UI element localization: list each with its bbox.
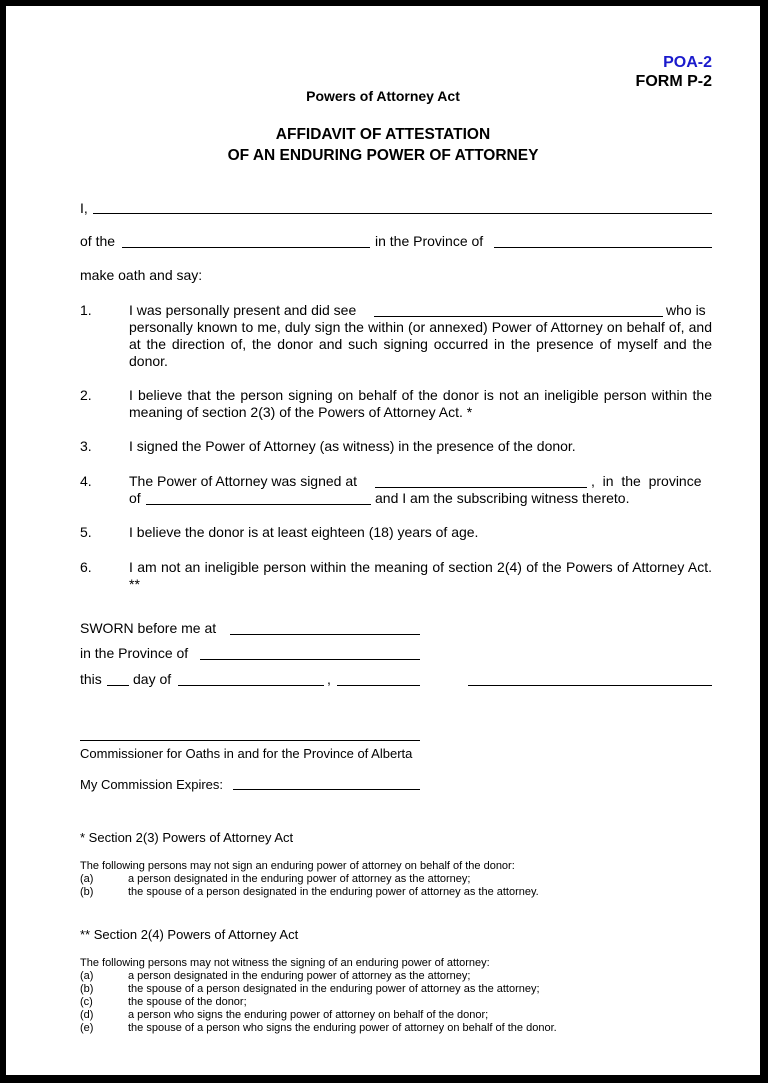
deponent-name-field[interactable] [93, 213, 712, 214]
title-line-1: AFFIDAVIT OF ATTESTATION [275, 126, 491, 143]
note-1-item-b-letter: (b) [80, 886, 94, 898]
note-1-heading: * Section 2(3) Powers of Attorney Act [80, 830, 294, 845]
oath-text: make oath and say: [80, 267, 203, 283]
note-2-item-c-text: the spouse of the donor; [128, 996, 247, 1008]
item-2-number: 2. [80, 387, 92, 403]
item-1-text-b: who is [666, 302, 706, 318]
title-line-2: OF AN ENDURING POWER OF ATTORNEY [227, 147, 539, 164]
item-4-text-a: The Power of Attorney was signed at [129, 473, 358, 489]
item-4-number: 4. [80, 473, 92, 489]
note-2-item-a-letter: (a) [80, 970, 94, 982]
commissioner-signature-field[interactable] [80, 740, 420, 741]
donor-name-field[interactable] [374, 316, 663, 317]
note-1-item-a-letter: (a) [80, 873, 94, 885]
item-4-text-d: and I am the subscribing witness thereto. [375, 490, 630, 506]
form-code [636, 53, 712, 91]
in-province-label: in the Province of [375, 233, 484, 249]
item-2-text: I believe that the person signing on behalf of the donor is not an ineligible person within the meaning of section 2(3) of the Powers of Attorney Act. * [129, 387, 712, 420]
deponent-place-field[interactable] [122, 247, 370, 248]
sworn-province-field[interactable] [200, 659, 420, 660]
note-2-item-b-letter: (b) [80, 983, 94, 995]
this-label: this [80, 671, 102, 687]
sworn-province-label: in the Province of [80, 645, 189, 661]
item-1-text-rest: personally known to me, duly sign the within (or annexed) Power of Attorney on behalf of, and at the direction of, the donor and such signing occurred in the presence of myself and the donor. [129, 319, 712, 369]
commission-expiry-field[interactable] [233, 789, 420, 790]
sworn-at-label: SWORN before me at [80, 620, 217, 636]
of-the-label: of the [80, 233, 116, 249]
note-2-heading: ** Section 2(4) Powers of Attorney Act [80, 927, 299, 942]
item-5-number: 5. [80, 524, 92, 540]
note-2-item-b-text: the spouse of a person designated in the enduring power of attorney as the attorney; [128, 983, 540, 995]
sworn-year-field[interactable] [337, 685, 420, 686]
note-2-intro: The following persons may not witness the signing of an enduring power of attorney: [80, 957, 490, 969]
item-1-text-a: I was personally present and did see [129, 302, 357, 318]
item-6-number: 6. [80, 559, 92, 575]
item-5-text: I believe the donor is at least eighteen (18) years of age. [129, 524, 479, 540]
day-of-label: day of [133, 671, 172, 687]
item-1-number: 1. [80, 302, 92, 318]
item-6-text: I am not an ineligible person within the meaning of section 2(4) of the Powers of Attorney Act. ** [129, 559, 712, 592]
form-number: FORM P-2 [635, 73, 712, 90]
item-4-text-c: of [129, 490, 141, 506]
note-1-item-b-text: the spouse of a person designated in the enduring power of attorney as the attorney. [128, 886, 539, 898]
act-title: Powers of Attorney Act [306, 88, 460, 104]
sworn-place-field[interactable] [230, 634, 420, 635]
signing-place-field[interactable] [375, 487, 587, 488]
commission-expires-label: My Commission Expires: [80, 777, 224, 792]
poa-code: POA-2 [663, 54, 712, 71]
note-2-item-d-letter: (d) [80, 1009, 94, 1021]
date-comma: , [327, 671, 331, 687]
form-page [6, 6, 760, 1075]
item-3-number: 3. [80, 438, 92, 454]
note-2-item-a-text: a person designated in the enduring power of attorney as the attorney; [128, 970, 471, 982]
note-1-item-a-text: a person designated in the enduring power of attorney as the attorney; [128, 873, 471, 885]
deponent-province-field[interactable] [494, 247, 712, 248]
signing-province-field[interactable] [146, 504, 371, 505]
item-3-text: I signed the Power of Attorney (as witness) in the presence of the donor. [129, 438, 576, 454]
note-2-item-c-letter: (c) [80, 996, 93, 1008]
sworn-day-field[interactable] [107, 685, 129, 686]
note-1-intro: The following persons may not sign an enduring power of attorney on behalf of the donor: [80, 860, 515, 872]
i-label: I, [80, 200, 88, 216]
sworn-month-field[interactable] [178, 685, 324, 686]
item-4-text-b: , in the province [591, 473, 702, 489]
note-2-item-d-text: a person who signs the enduring power of attorney on behalf of the donor; [128, 1009, 489, 1021]
commissioner-label: Commissioner for Oaths in and for the Province of Alberta [80, 746, 413, 761]
deponent-signature-field[interactable] [468, 685, 712, 686]
page-title [6, 124, 760, 166]
note-2-item-e-letter: (e) [80, 1022, 94, 1034]
note-2-item-e-text: the spouse of a person who signs the enduring power of attorney on behalf of the donor. [128, 1022, 557, 1034]
